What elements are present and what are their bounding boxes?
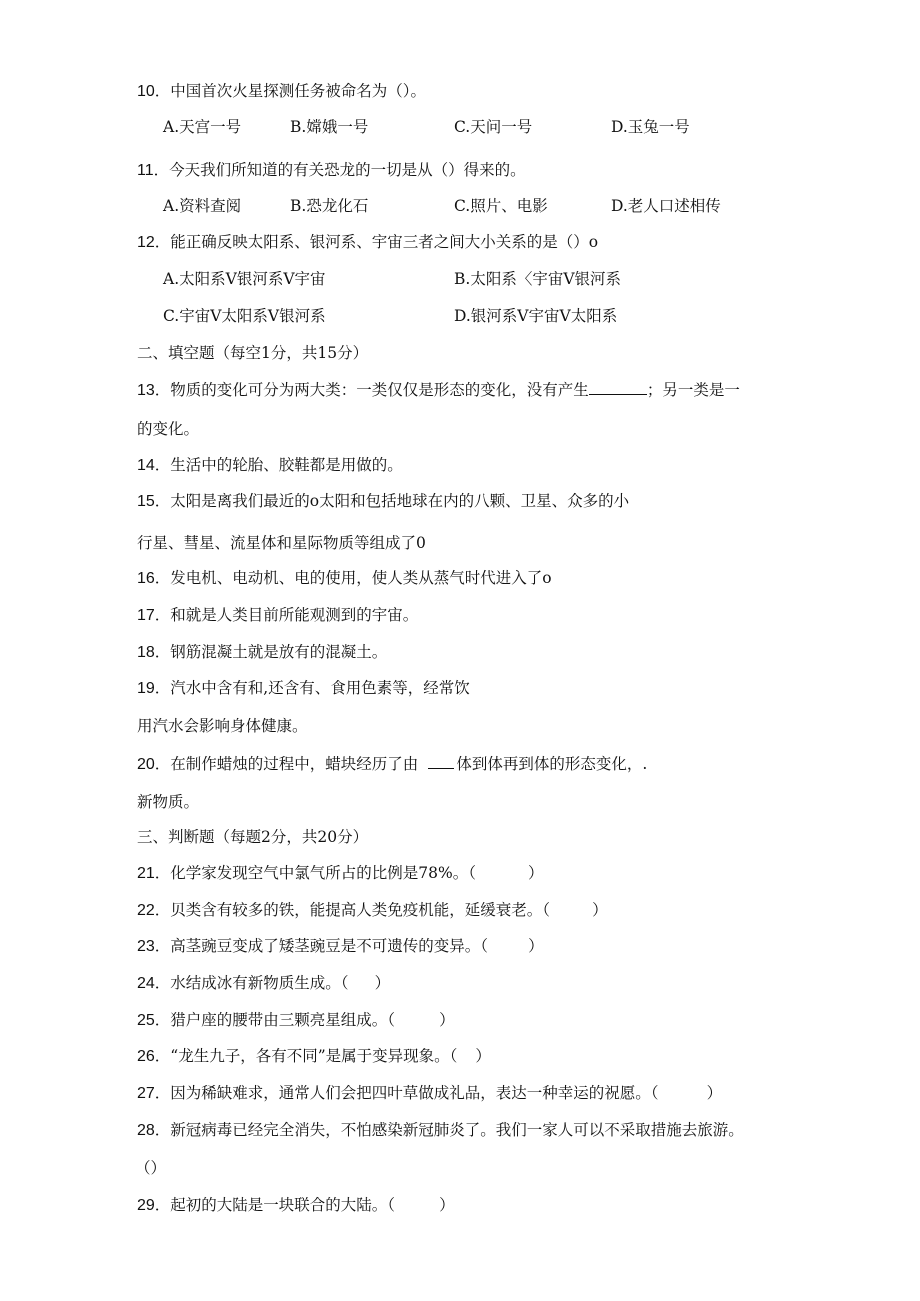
question-11 <box>137 160 526 181</box>
option-c[interactable]: C.照片、电影 <box>454 197 548 215</box>
question-number: 24 <box>137 975 155 992</box>
question-20-continued: 新物质。 <box>137 793 200 811</box>
question-number: 29 <box>137 1197 155 1214</box>
question-text: ．在制作蜡烛的过程中，蜡块经历了由 <box>154 755 419 773</box>
question-number: 17 <box>137 607 155 624</box>
question-number: 26 <box>137 1048 155 1065</box>
question-28 <box>137 1120 744 1141</box>
question-17 <box>137 605 418 626</box>
question-14 <box>137 455 403 476</box>
question-number: 11 <box>137 162 154 179</box>
question-number: 15 <box>137 493 155 510</box>
question-number: 18 <box>137 644 155 661</box>
question-text: ．汽水中含有和,还含有、食用色素等，经常饮 <box>154 679 470 697</box>
question-20 <box>137 754 647 775</box>
question-text: ．生活中的轮胎、胶鞋都是用做的。 <box>154 456 403 474</box>
question-13 <box>137 380 740 401</box>
question-19 <box>137 678 470 699</box>
question-28-answer-parens[interactable]: （） <box>135 1159 167 1177</box>
question-number: 20 <box>137 756 155 773</box>
question-25 <box>137 1010 455 1031</box>
question-text-tail: ；另一类是一 <box>646 381 740 399</box>
question-text: ．太阳是离我们最近的o太阳和包括地球在内的八颗、卫星、众多的小 <box>154 492 630 510</box>
option-d[interactable]: D.银河系V宇宙V太阳系 <box>454 307 618 325</box>
paren-close: ） <box>592 901 608 919</box>
question-number: 21 <box>137 865 155 882</box>
question-15-continued: 行星、彗星、流星体和星际物质等组成了0 <box>137 534 426 552</box>
paren-close: ） <box>439 1196 455 1214</box>
question-text: ．贝类含有较多的铁，能提高人类免疫机能，延缓衰老。（ <box>154 901 551 919</box>
option-d[interactable]: D.老人口述相传 <box>611 197 721 215</box>
question-22 <box>137 900 608 921</box>
question-text: ．起初的大陆是一块联合的大陆。（ <box>154 1196 396 1214</box>
option-b[interactable]: B.恐龙化石 <box>290 197 369 215</box>
question-15 <box>137 491 629 512</box>
question-text-tail: 体到体再到体的形态变化，. <box>456 755 648 773</box>
question-26 <box>137 1046 491 1067</box>
question-12 <box>137 232 598 253</box>
question-number: 25 <box>137 1012 155 1029</box>
paren-close: ） <box>706 1084 723 1102</box>
answer-blank[interactable] <box>428 754 454 769</box>
question-10 <box>137 81 426 102</box>
paren-close: ） <box>475 1047 491 1065</box>
question-text: ．发电机、电动机、电的使用，使人类从蒸气时代进入了o <box>154 569 552 587</box>
section-heading-fill-in: 二、填空题（每空1分，共15分） <box>137 344 369 362</box>
question-29 <box>137 1195 455 1216</box>
option-d[interactable]: D.玉兔一号 <box>611 118 690 136</box>
paren-close: ） <box>374 974 391 992</box>
question-number: 10 <box>137 83 155 100</box>
option-b[interactable]: B.嫦娥一号 <box>290 118 369 136</box>
option-c[interactable]: C.宇宙V太阳系V银河系 <box>163 307 326 325</box>
question-text: ．物质的变化可分为两大类：一类仅仅是形态的变化，没有产生 <box>154 381 589 399</box>
question-text: ．新冠病毒已经完全消失，不怕感染新冠肺炎了。我们一家人可以不采取措施去旅游。 <box>154 1121 744 1139</box>
option-a[interactable]: A.太阳系V银河系V宇宙 <box>163 270 326 288</box>
question-text: ．因为稀缺难求，通常人们会把四叶草做成礼品，表达一种幸运的祝愿。（ <box>154 1084 659 1102</box>
paren-close: ） <box>528 937 544 955</box>
option-b[interactable]: B.太阳系〈宇宙V银河系 <box>454 270 622 288</box>
question-number: 12 <box>137 234 155 251</box>
question-text: ．能正确反映太阳系、银河系、宇宙三者之间大小关系的是（）o <box>154 233 599 251</box>
question-text: ．钢筋混凝土就是放有的混凝土。 <box>154 643 388 661</box>
option-a[interactable]: A.资料查阅 <box>163 197 242 215</box>
question-number: 14 <box>137 457 155 474</box>
question-number: 28 <box>137 1122 155 1139</box>
question-number: 27 <box>137 1085 155 1102</box>
option-a[interactable]: A.天宫一号 <box>163 118 242 136</box>
question-13-continued: 的变化。 <box>137 420 200 438</box>
question-text: ．水结成冰有新物质生成。（ <box>154 974 349 992</box>
question-number: 22 <box>137 902 155 919</box>
question-text: ．今天我们所知道的有关恐龙的一切是从（）得来的。 <box>153 161 526 179</box>
question-24 <box>137 973 390 994</box>
question-number: 19 <box>137 680 155 697</box>
question-text: ．“龙生九子，各有不同”是属于变异现象。（ <box>154 1047 458 1065</box>
answer-blank[interactable] <box>589 380 647 395</box>
paren-close: ） <box>439 1011 455 1029</box>
question-text: ．猎户座的腰带由三颗亮星组成。（ <box>154 1011 396 1029</box>
question-21 <box>137 863 544 884</box>
question-text: ．化学家发现空气中氯气所占的比例是78%。（ <box>154 864 476 882</box>
question-18 <box>137 642 387 663</box>
question-text: ．高茎豌豆变成了矮茎豌豆是不可遗传的变异。（ <box>154 937 489 955</box>
option-c[interactable]: C.天问一号 <box>454 118 533 136</box>
question-text: ．中国首次火星探测任务被命名为（）。 <box>154 82 427 100</box>
question-number: 23 <box>137 938 155 955</box>
question-23 <box>137 936 544 957</box>
question-number: 16 <box>137 570 155 587</box>
question-19-continued: 用汽水会影响身体健康。 <box>137 717 308 735</box>
question-number: 13 <box>137 382 155 399</box>
question-27 <box>137 1083 722 1104</box>
question-16 <box>137 568 552 589</box>
section-heading-true-false: 三、判断题（每题2分，共20分） <box>137 828 369 846</box>
paren-close: ） <box>528 864 544 882</box>
question-text: ．和就是人类目前所能观测到的宇宙。 <box>154 606 419 624</box>
